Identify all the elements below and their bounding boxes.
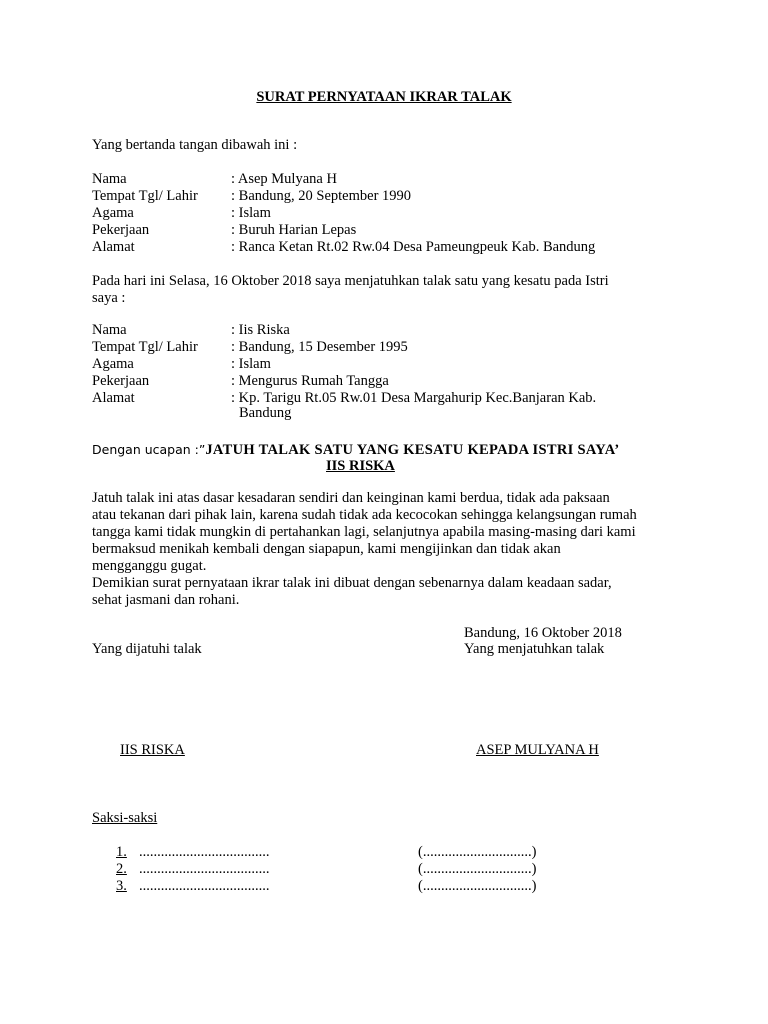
witness-row: [116, 861, 576, 878]
place-date: Bandung, 16 Oktober 2018: [464, 625, 622, 641]
person1-row: [92, 205, 712, 222]
witness-sign-blank: (..............................): [418, 878, 537, 894]
witness-name-blank: ....................................: [139, 861, 270, 877]
field-label: Nama: [92, 322, 127, 338]
person1-row: [92, 239, 712, 256]
field-value: : Mengurus Rumah Tangga: [231, 373, 389, 389]
body-line: mengganggu gugat.: [92, 558, 207, 574]
body-line: Jatuh talak ini atas dasar kesadaran sendiri dan keinginan kami berdua, tidak ada paksaan: [92, 490, 610, 506]
statement-line: saya :: [92, 290, 126, 306]
address-continuation: Bandung: [239, 405, 292, 421]
field-value: : Bandung, 15 Desember 1995: [231, 339, 408, 355]
pledge-lead: Dengan ucapan :”: [92, 442, 206, 457]
body-line: bermaksud menikah kembali dengan siapapun, kami mengijinkan dan tidak akan: [92, 541, 561, 557]
field-value: : Iis Riska: [231, 322, 290, 338]
body-line: atau tekanan dari pihak lain, karena sudah tidak ada kecocokan sehingga kelangsungan rumah: [92, 507, 637, 523]
field-label: Tempat Tgl/ Lahir: [92, 188, 198, 204]
witness-number: 2.: [116, 861, 127, 877]
field-label: Agama: [92, 356, 134, 372]
pledge-line: [92, 441, 620, 459]
pledge-text: JATUH TALAK SATU YANG KESATU KEPADA ISTRI SAYA’: [205, 442, 620, 458]
document-title: SURAT PERNYATAAN IKRAR TALAK: [256, 89, 512, 105]
field-label: Tempat Tgl/ Lahir: [92, 339, 198, 355]
right-signer: ASEP MULYANA H: [476, 742, 599, 758]
field-label: Nama: [92, 171, 127, 187]
field-label: Pekerjaan: [92, 373, 150, 389]
field-value: : Buruh Harian Lepas: [231, 222, 357, 238]
field-value: : Bandung, 20 September 1990: [231, 188, 412, 204]
witness-name-blank: ....................................: [139, 844, 270, 860]
person1-row: [92, 171, 712, 188]
intro-text: Yang bertanda tangan dibawah ini :: [92, 137, 298, 153]
person1-row: [92, 188, 712, 205]
field-value: : Kp. Tarigu Rt.05 Rw.01 Desa Margahurip Kec.Banjaran Kab.: [231, 390, 597, 406]
person2-row: [92, 390, 712, 407]
body-line: tangga kami tidak mungkin di pertahankan lagi, selanjutnya apabila masing-masing dari kami: [92, 524, 636, 540]
witness-number: 1.: [116, 844, 127, 860]
person1-row: [92, 222, 712, 239]
witness-number: 3.: [116, 878, 127, 894]
field-value: : Islam: [231, 356, 271, 372]
witness-name-blank: ....................................: [139, 878, 270, 894]
body-line: Demikian surat pernyataan ikrar talak ini dibuat dengan sebenarnya dalam keadaan sadar,: [92, 575, 612, 591]
witness-heading: Saksi-saksi: [92, 810, 158, 826]
field-label: Alamat: [92, 239, 135, 255]
field-value: : Asep Mulyana H: [231, 171, 337, 187]
left-role: Yang dijatuhi talak: [92, 641, 202, 657]
person2-row: [92, 322, 712, 339]
person2-row: [92, 339, 712, 356]
witness-row: [116, 844, 576, 861]
field-label: Pekerjaan: [92, 222, 150, 238]
field-value: : Ranca Ketan Rt.02 Rw.04 Desa Pameungpeuk Kab. Bandung: [231, 239, 596, 255]
pledge-name: IIS RISKA: [326, 458, 395, 474]
field-label: Alamat: [92, 390, 135, 406]
person2-row: [92, 356, 712, 373]
field-label: Agama: [92, 205, 134, 221]
witness-sign-blank: (..............................): [418, 844, 537, 860]
left-signer: IIS RISKA: [120, 742, 185, 758]
witness-row: [116, 878, 576, 895]
body-line: sehat jasmani dan rohani.: [92, 592, 240, 608]
field-value: : Islam: [231, 205, 271, 221]
statement-line: Pada hari ini Selasa, 16 Oktober 2018 saya menjatuhkan talak satu yang kesatu pada Istri: [92, 273, 609, 289]
person2-row: [92, 373, 712, 390]
right-role: Yang menjatuhkan talak: [464, 641, 605, 657]
witness-sign-blank: (..............................): [418, 861, 537, 877]
